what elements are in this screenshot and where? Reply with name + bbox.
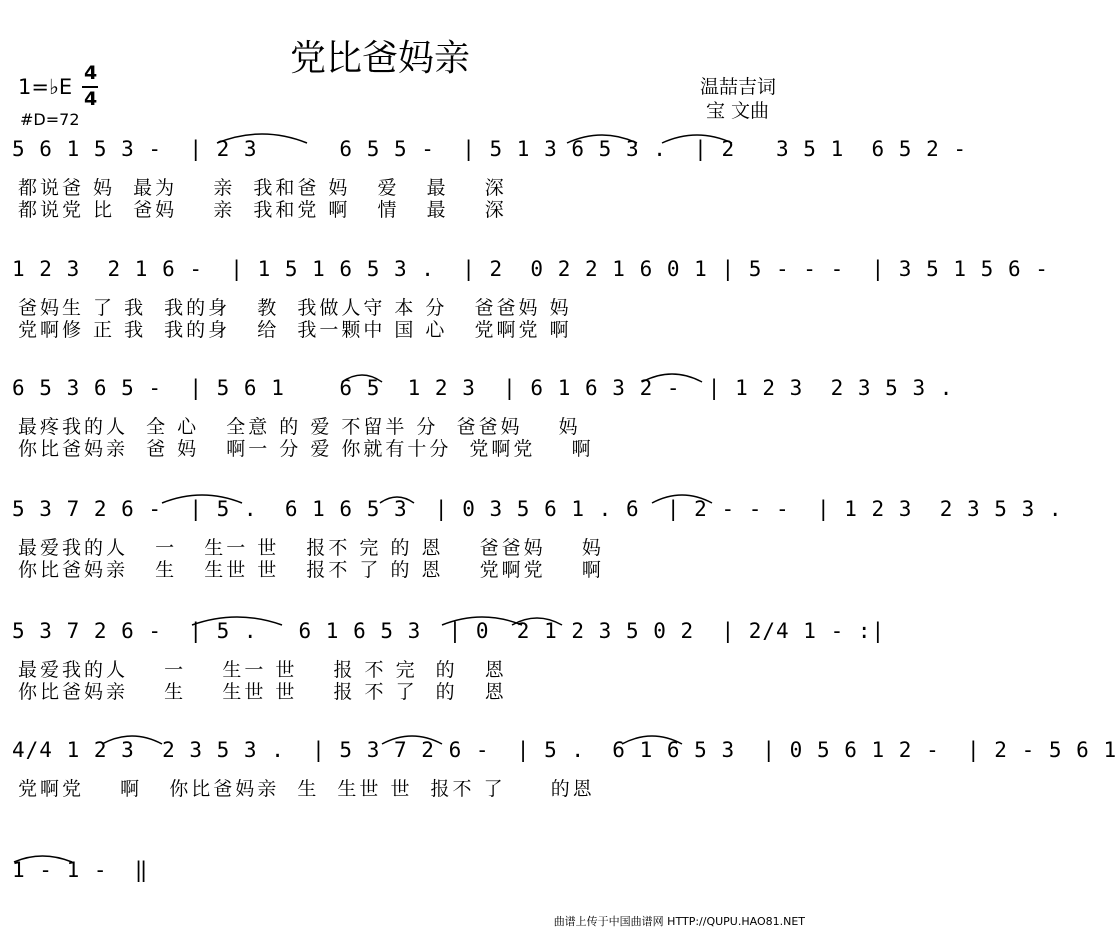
lyric-verse-1: 最爱我的人 一 生一 世 报不 完 的 恩 爸爸妈 妈 [18,537,604,559]
notation-line: 5 6 1 5 3 - | 2 3 6 5 5 - | 5 1 3 6 5 3 . | 2 3 5 1 6 5 2 - [12,137,968,161]
lyric-verse-2: 你比爸妈亲 生 生世 世 报不 了 的 恩 党啊党 啊 [18,559,604,581]
tempo-marking: #D=72 [20,110,80,129]
page-title: 党比爸妈亲 [290,38,471,79]
lyric-verse-2: 党啊修 正 我 我的身 给 我一颗中 国 心 党啊党 啊 [18,319,572,341]
tie-slurs [12,485,802,515]
tie-slurs [12,125,802,155]
notation-line: 5 3 7 2 6 - | 5 . 6 1 6 5 3 | 0 2 1 2 3 5 0 2 | 2/4 1 - :| [12,619,886,643]
lyric-verse-1: 最爱我的人 一 生一 世 报 不 完 的 恩 [18,659,507,681]
lyric-verse-2: 都说党 比 爸妈 亲 我和党 啊 情 最 深 [18,199,507,221]
score-row-1 [12,137,968,221]
lyric-verse-1: 最疼我的人 全 心 全意 的 爱 不留半 分 爸爸妈 妈 [18,416,581,438]
score-row-7 [12,858,802,888]
lyric-verse-1: 都说爸 妈 最为 亲 我和爸 妈 爱 最 深 [18,177,507,199]
time-signature-bottom: 4 [84,88,98,110]
lyricist-credit: 温喆吉词 [700,76,777,98]
score-row-6 [12,738,1117,800]
notation-line: 1 2 3 2 1 6 - | 1 5 1 6 5 3 . | 2 0 2 2 1 6 0 1 | 5 - - - | 3 5 1 5 6 - [12,257,1049,281]
tie-slurs [12,726,802,756]
score-row-5 [12,619,886,703]
lyric-verse-1: 爸妈生 了 我 我的身 教 我做人守 本 分 爸爸妈 妈 [18,297,572,319]
composer-credit: 宝 文曲 [706,100,770,122]
key-signature: 1=♭E [18,75,73,99]
tie-slurs [12,607,802,637]
lyric-verse-2: 你比爸妈亲 生 生世 世 报 不 了 的 恩 [18,681,507,703]
lyric-verse-1: 党啊党 啊 你比爸妈亲 生 生世 世 报不 了 的恩 [18,778,595,800]
notation-line: 6 5 3 6 5 - | 5 6 1 6 5 1 2 3 | 6 1 6 3 2 - | 1 2 3 2 3 5 3 . [12,376,954,400]
score-row-3 [12,376,954,460]
time-signature-top: 4 [84,62,98,84]
score-row-4 [12,497,1063,581]
score-row-2 [12,257,1049,341]
notation-line: 1 - 1 - ‖ [12,858,149,882]
tie-slurs [12,364,802,394]
notation-line: 4/4 1 2 3 2 3 5 3 . | 5 3 7 2 6 - | 5 . 6 1 6 5 3 | 0 5 6 1 2 - | 2 - 5 6 1 [12,738,1117,762]
notation-line: 5 3 7 2 6 - | 5 . 6 1 6 5 3 | 0 3 5 6 1 . 6 | 2 - - - | 1 2 3 2 3 5 3 . [12,497,1063,521]
footer-watermark: 曲谱上传于中国曲谱网 HTTP://QUPU.HAO81.NET [553,915,805,928]
lyric-verse-2: 你比爸妈亲 爸 妈 啊一 分 爱 你就有十分 党啊党 啊 [18,438,594,460]
